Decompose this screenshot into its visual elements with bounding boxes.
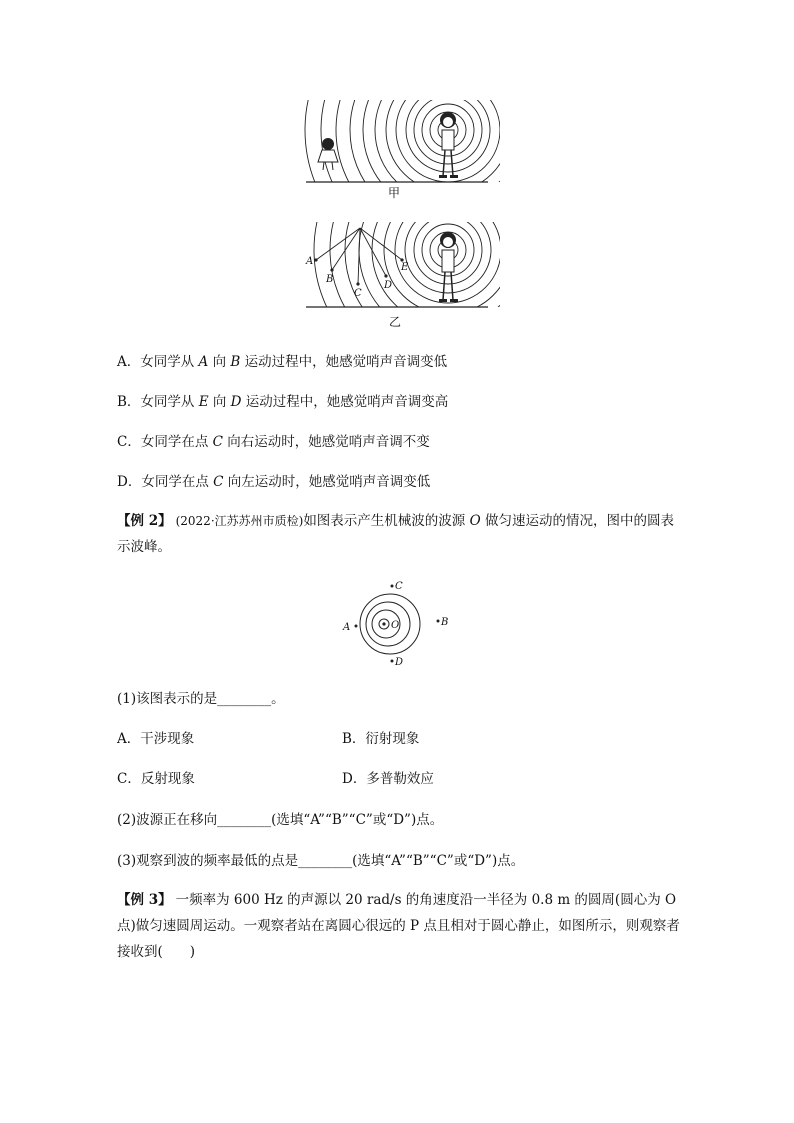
option-d: D．女同学在点 C 向左运动时，她感觉哨声音调变低	[117, 474, 431, 490]
choice-a: A．干涉现象	[117, 731, 195, 747]
point-e-label: E	[401, 262, 409, 273]
choice-b: B．衍射现象	[342, 731, 420, 747]
boy-figure	[439, 112, 458, 178]
point-c-label: C	[354, 288, 362, 299]
figure-yi	[300, 222, 500, 314]
figure-example2	[338, 576, 458, 672]
ex2-point-c: C	[395, 581, 403, 592]
ex2-point-o: O	[391, 620, 400, 631]
caption-jia: 甲	[388, 186, 401, 200]
example2-q1: (1)该图表示的是________。	[117, 691, 285, 707]
girl-figure	[318, 138, 338, 170]
ex2-point-a: A	[343, 622, 351, 633]
example3-stem: 【例 3】 一频率为 600 Hz 的声源以 20 rad/s 的角速度沿一半径为 0.8 m 的圆周(圆心为 O 点)做匀速圆周运动。一观察者站在离圆心很远的 P 点且相对于圆心静止，如图所示，则观察者接收到( )	[117, 892, 680, 960]
example2-q3: (3)观察到波的频率最低的点是________(选填“A”“B”“C”或“D”)点。	[117, 853, 525, 869]
point-a-label: A	[306, 256, 314, 267]
option-b: B．女同学从 E 向 D 运动过程中，她感觉哨声音调变高	[117, 394, 449, 410]
example2-stem: 【例 2】 (2022·江苏苏州市质检)如图表示产生机械波的波源 O 做匀速运动的情况，图中的圆表示波峰。	[117, 513, 674, 555]
example2-q2: (2)波源正在移向________(选填“A”“B”“C”或“D”)点。	[117, 812, 444, 828]
ex2-point-d: D	[395, 657, 404, 668]
option-c: C．女同学在点 C 向右运动时，她感觉哨声音调不变	[117, 434, 430, 450]
choice-d: D．多普勒效应	[342, 771, 434, 787]
choice-c: C．反射现象	[117, 771, 195, 787]
ex2-point-b: B	[441, 617, 449, 628]
caption-yi: 乙	[389, 315, 402, 329]
point-b-label: B	[326, 274, 334, 285]
point-d-label: D	[384, 280, 393, 291]
option-a: A．女同学从 A 向 B 运动过程中，她感觉哨声音调变低	[117, 354, 448, 370]
